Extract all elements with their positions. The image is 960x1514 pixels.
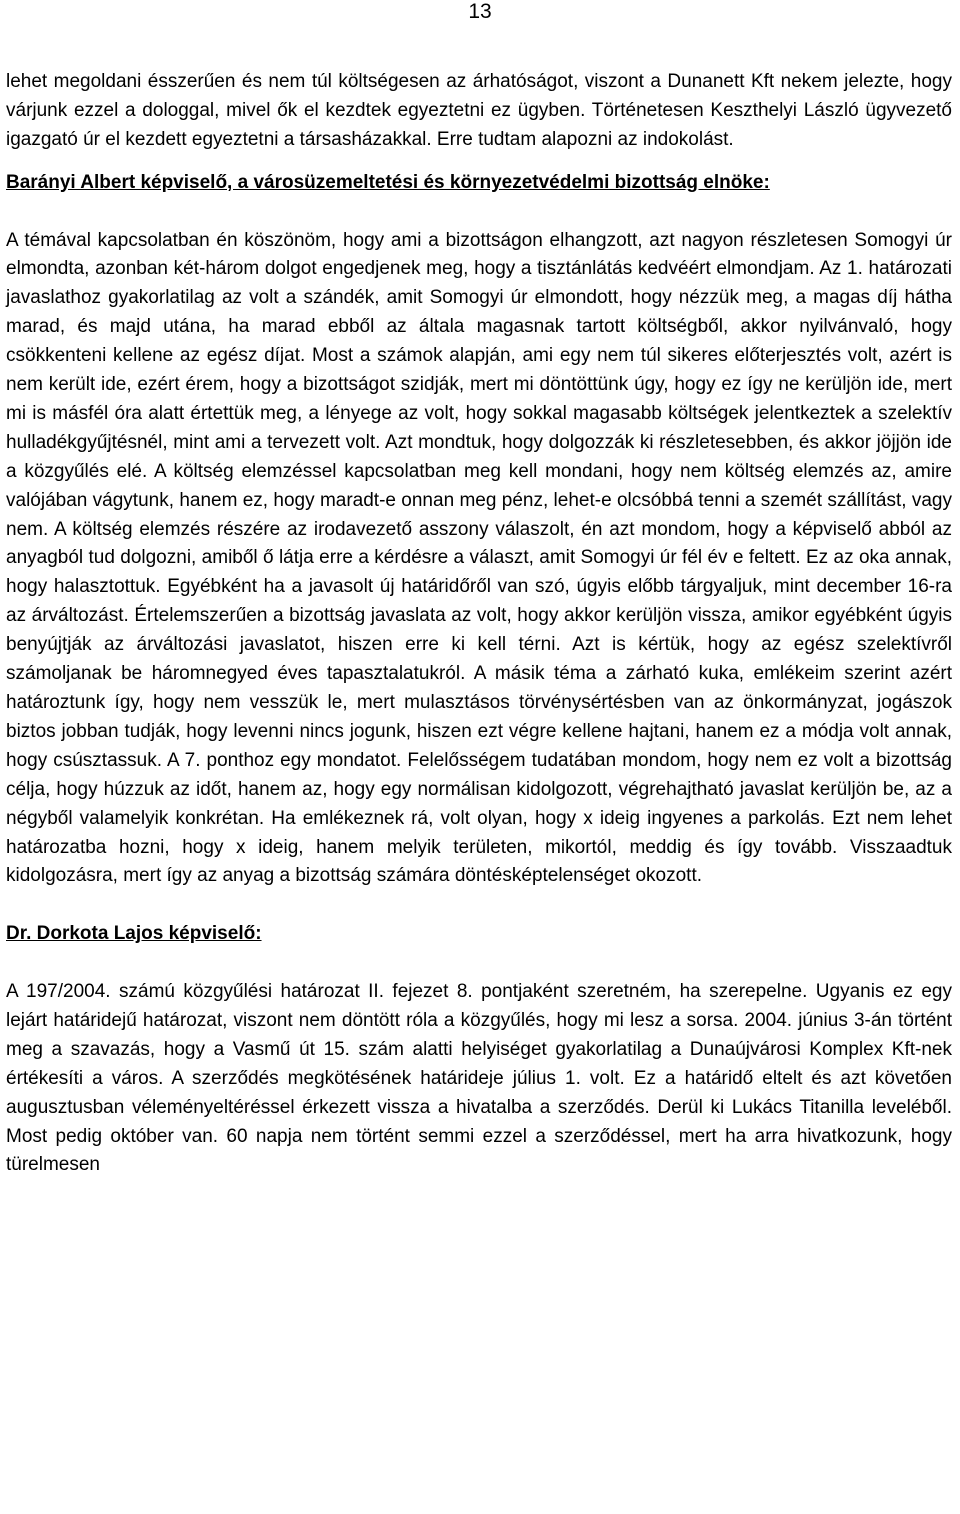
- spacer: [6, 198, 952, 227]
- spacer: [6, 155, 952, 169]
- paragraph-baranyi: A témával kapcsolatban én köszönöm, hogy ami a bizottságon elhangzott, azt nagyon részletesen Somogyi úr elmondta, azonban két-három dolgot engedjenek meg, hogy a tisztánlátás kedvéért elmondjam. Az 1. határozati javaslathoz gyakorlatilag az volt a szándék, amit Somogyi úr elmondott, hogy nézzük meg, a magas díj hátha marad, és majd utána, ha marad ebből az általa magasnak tartott költségből, akkor nyilvánvaló, hogy csökkenteni kellene az egész díjat. Most a számok alapján, ami egy nem túl sikeres előterjesztés volt, azért is nem került ide, ezért érem, hogy a bizottságot szidják, mert mi döntöttünk úgy, hogy ez így ne kerüljön ide, mert mi is másfél óra alatt értettük meg, a lényege az volt, hogy sokkal magasabb költségek jelentkeztek a szelektív hulladékgyűjtésnél, mint ami a tervezett volt. Azt mondtuk, hogy dolgozzák ki részletesebben, és akkor jöjjön ide a közgyűlés elé. A költség elemzéssel kapcsolatban meg kell mondani, hogy nem költség elemzés az, amire valójában vágytunk, hanem ez, hogy maradt-e onnan meg pénz, lehet-e olcsóbbá tenni a szemét szállítást, vagy nem. A költség elemzés részére az irodavezető asszony válaszolt, én azt mondom, hogy a képviselő abból az anyagból tud dolgozni, amiből ő látja erre a kérdésre a választ, amit Somogyi úr fél év e feltett. Ez az oka annak, hogy halasztottuk. Egyébként ha a javasolt új határidőről van szó, úgyis előbb tárgyaljuk, mint december 16-ra az árváltozást. Értelemszerűen a bizottság javaslata az volt, hogy akkor kerüljön vissza, amikor egyébként úgyis benyújtják az árváltozási javaslatot, hiszen erre ki kell térni. Azt is kértük, hogy az egész szelektívről számoljanak be háromnegyed éves tapasztalatukról. A másik téma a zárható kuka, emlékeim szerint azért határoztunk így, hogy nem vesszük le, mert mulasztásos törvénysértésben van az önkormányzat, jogászok biztos jobban tudják, hogy levenni nincs jogunk, hiszen ezt végre kellene hajtani, hanem ez a módja volt annak, hogy csúsztassuk. A 7. ponthoz egy mondatot. Felelősségem tudatában mondom, hogy nem ez volt a bizottság célja, hogy húzzuk az időt, hanem az, hogy egy normálisan kidolgozott, végrehajtható javaslat kerüljön be, az a négyből valamelyik konkrétan. Ha emlékeznek rá, volt olyan, hogy x ideig ingyenes a parkolás. Ezt nem lehet határozatba hozni, hogy x ideig, hanem melyik területen, mikortól, meddig és így tovább. Visszaadtuk kidolgozásra, mert így az anyag a bizottság számára döntésképtelenséget okozott.: [6, 229, 952, 887]
- speaker-heading-baranyi: Barányi Albert képviselő, a városüzemeltetési és környezetvédelmi bizottság elnöke:: [6, 171, 770, 193]
- page-number: 13: [468, 0, 492, 23]
- spacer: [6, 891, 952, 920]
- spacer: [6, 949, 952, 978]
- paragraph-intro: lehet megoldani ésszerűen és nem túl költségesen az árhatóságot, viszont a Dunanett Kft nekem jelezte, hogy várjunk ezzel a dologgal, mivel ők el kezdtek egyeztetni ez ügyben. Történetesen Keszthelyi László ügyvezető igazgató úr el kezdett egyeztetni a társasházakkal. Erre tudtam alapozni az indokolást.: [6, 71, 952, 150]
- speaker-heading-dorkota: Dr. Dorkota Lajos képviselő:: [6, 923, 262, 945]
- document-body: [6, 68, 952, 1180]
- paragraph-dorkota: A 197/2004. számú közgyűlési határozat II. fejezet 8. pontjaként szeretném, ha szerepelne. Ugyanis ez egy lejárt határidejű határozat, viszont nem döntött róla a közgyűlés, hogy mi lesz a sorsa. 2004. június 3-án történt meg a szavazás, hogy a Vasmű út 15. szám alatti helyiséget gyakorlatilag a Dunaújvárosi Komplex Kft-nek értékesíti a város. A szerződés megkötésének határideje július 1. volt. Ez a határidő eltelt és azt követően augusztusban véleményeltéréssel érkezett vissza a hivatalba a szerződés. Derül ki Lukács Titanilla leveléből. Most pedig október van. 60 napja nem történt semmi ezzel a szerződéssel, mert ha arra hivatkozunk, hogy türelmesen: [6, 981, 952, 1176]
